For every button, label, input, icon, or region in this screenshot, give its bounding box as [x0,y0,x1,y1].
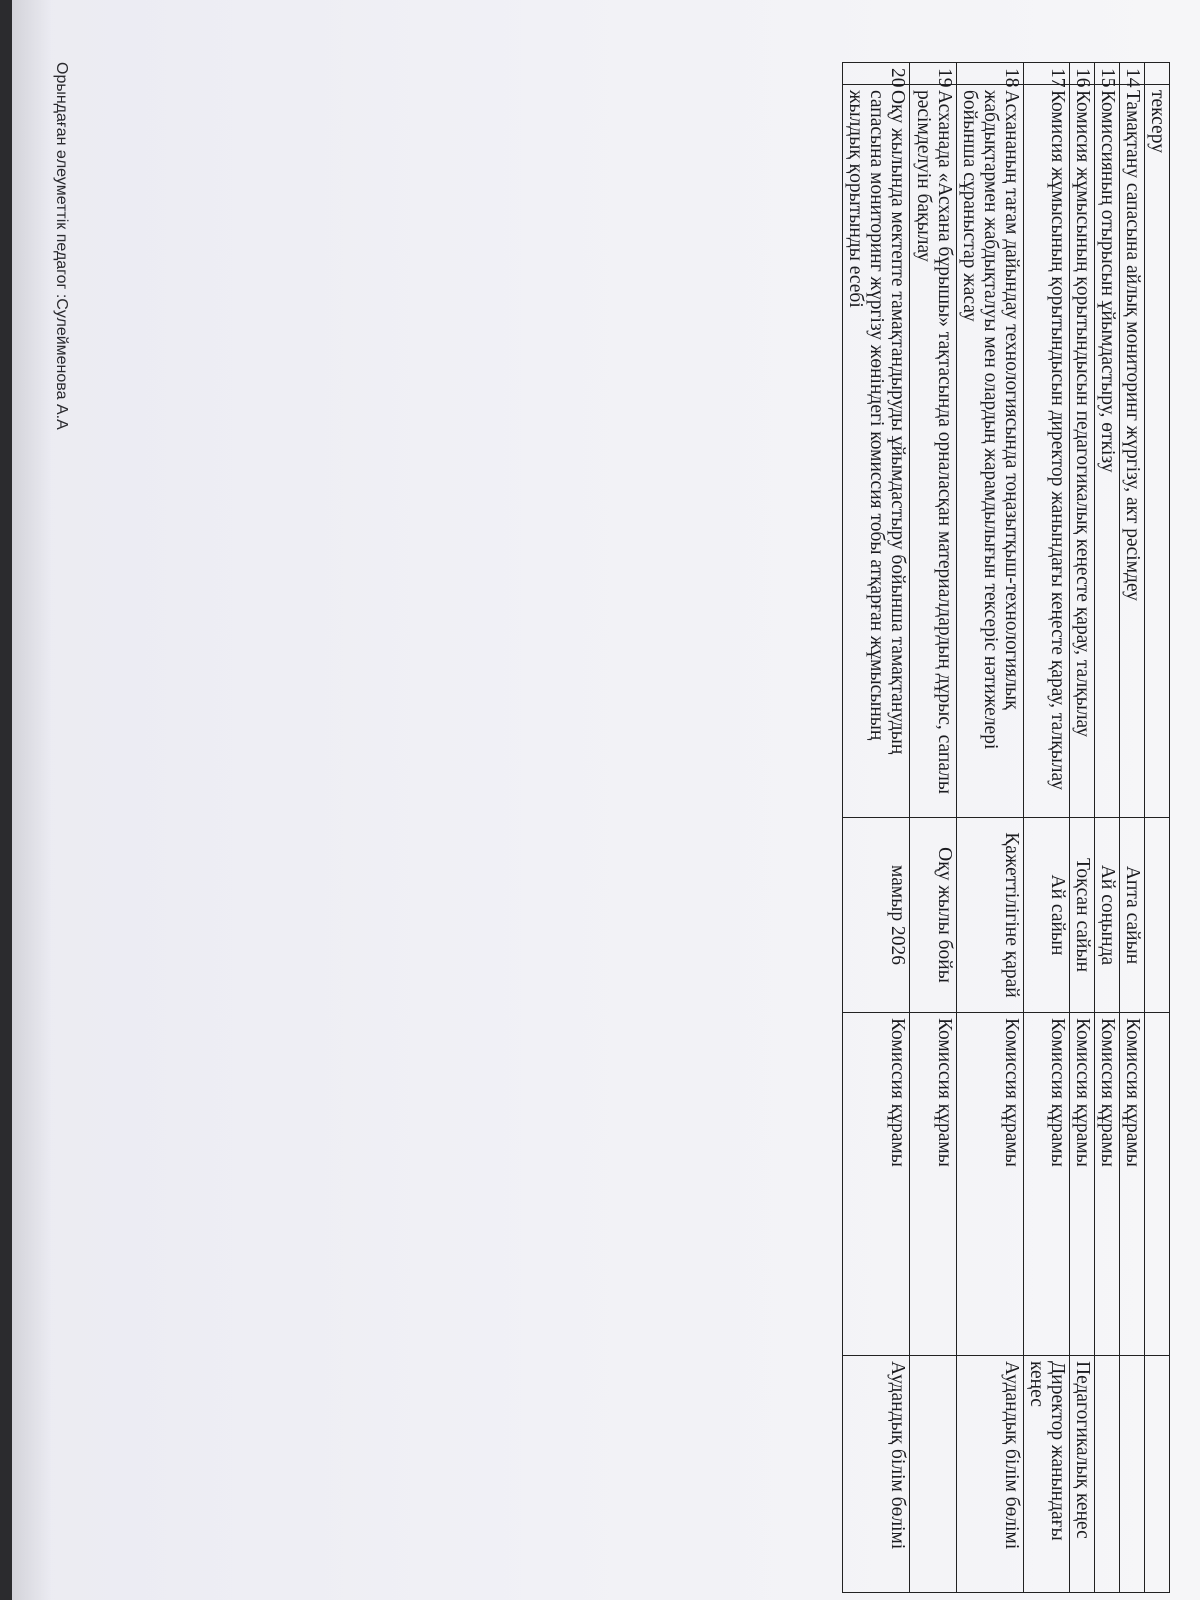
row-number: 17 [1023,63,1069,85]
row-number: 19 [910,63,956,85]
responsible-cell: Комиссия құрамы [1094,1013,1119,1356]
period-cell: Тоқсан сайын [1069,818,1094,1013]
period-cell: Ай сайын [1023,818,1069,1013]
responsible-cell: Комиссия құрамы [956,1013,1023,1356]
event-cell: тексеру [1144,85,1169,818]
table-row [1144,63,1169,1593]
event-cell: Комиссияның отырысын ұйымдастыру, өткізу [1094,85,1119,818]
period-cell: Оқу жылы бойы [910,818,956,1013]
responsible-cell: Комиссия құрамы [843,1013,910,1356]
responsible-cell: Комиссия құрамы [910,1013,956,1356]
outcome-cell: Аудандық білім бөлімі [843,1356,910,1593]
period-cell: Ай соңында [1094,818,1119,1013]
outcome-cell: Директор жанындағы кеңес [1023,1356,1069,1593]
row-number [1144,63,1169,85]
period-cell: Қажеттілігіне қарай [956,818,1023,1013]
event-cell: Асхананың тағам дайындау технологиясында тоңазытқыш-технологиялық жабдықтармен жабдықталуы мен олардың жарамдылығын тексеріс нәтижелері бойынша сұраныстар жасау [956,85,1023,818]
table-row [1023,63,1069,1593]
event-cell: Асханада «Асхана бұрышы» тақтасында орналасқан материалдардың дұрыс, сапалы рәсімделуін бақылау [910,85,956,818]
responsible-cell: Комиссия құрамы [1119,1013,1144,1356]
event-cell: Комисия жұмысының қорытындысын педагогикалық кеңесте қарау, талқылау [1069,85,1094,818]
row-number: 20 [843,63,910,85]
outcome-cell [1094,1356,1119,1593]
responsible-cell: Комиссия құрамы [1069,1013,1094,1356]
table-row [1119,63,1144,1593]
outcome-cell: Аудандық білім бөлімі [956,1356,1023,1593]
table-row [843,63,910,1593]
event-cell: Комисия жұмысының қорытындысын директор жанындағы кеңесте қарау, талқылау [1023,85,1069,818]
responsible-cell [1144,1013,1169,1356]
row-number: 15 [1094,63,1119,85]
event-cell: Тамақтану сапасына айлық мониторинг жүргізу, акт рәсімдеу [1119,85,1144,818]
responsible-cell: Комиссия құрамы [1023,1013,1069,1356]
period-cell [1144,818,1169,1013]
row-number: 14 [1119,63,1144,85]
table-row [1094,63,1119,1593]
outcome-cell: Педагогикалық кеңес [1069,1356,1094,1593]
period-cell: Апта сайын [1119,818,1144,1013]
row-number: 16 [1069,63,1094,85]
rotated-document [30,62,1170,1592]
table-row [1069,63,1094,1593]
outcome-cell [910,1356,956,1593]
table-row [956,63,1023,1593]
outcome-cell [1119,1356,1144,1593]
row-number: 18 [956,63,1023,85]
table-row [910,63,956,1593]
signature-line: Орындаған әлеуметтік педагог :Сулейменова А.А [53,62,70,430]
event-cell: Оқу жылында мектепте тамақтандыруды ұйымдастыру бойынша тамақтанудың сапасына мониторинг жүргізу жөніндегі комиссия тобы атқарған жұмысының жылдық қорытынды есебі [843,85,910,818]
outcome-cell [1144,1356,1169,1593]
period-cell: мамыр 2026 [843,818,910,1013]
plan-table [842,62,1170,1593]
